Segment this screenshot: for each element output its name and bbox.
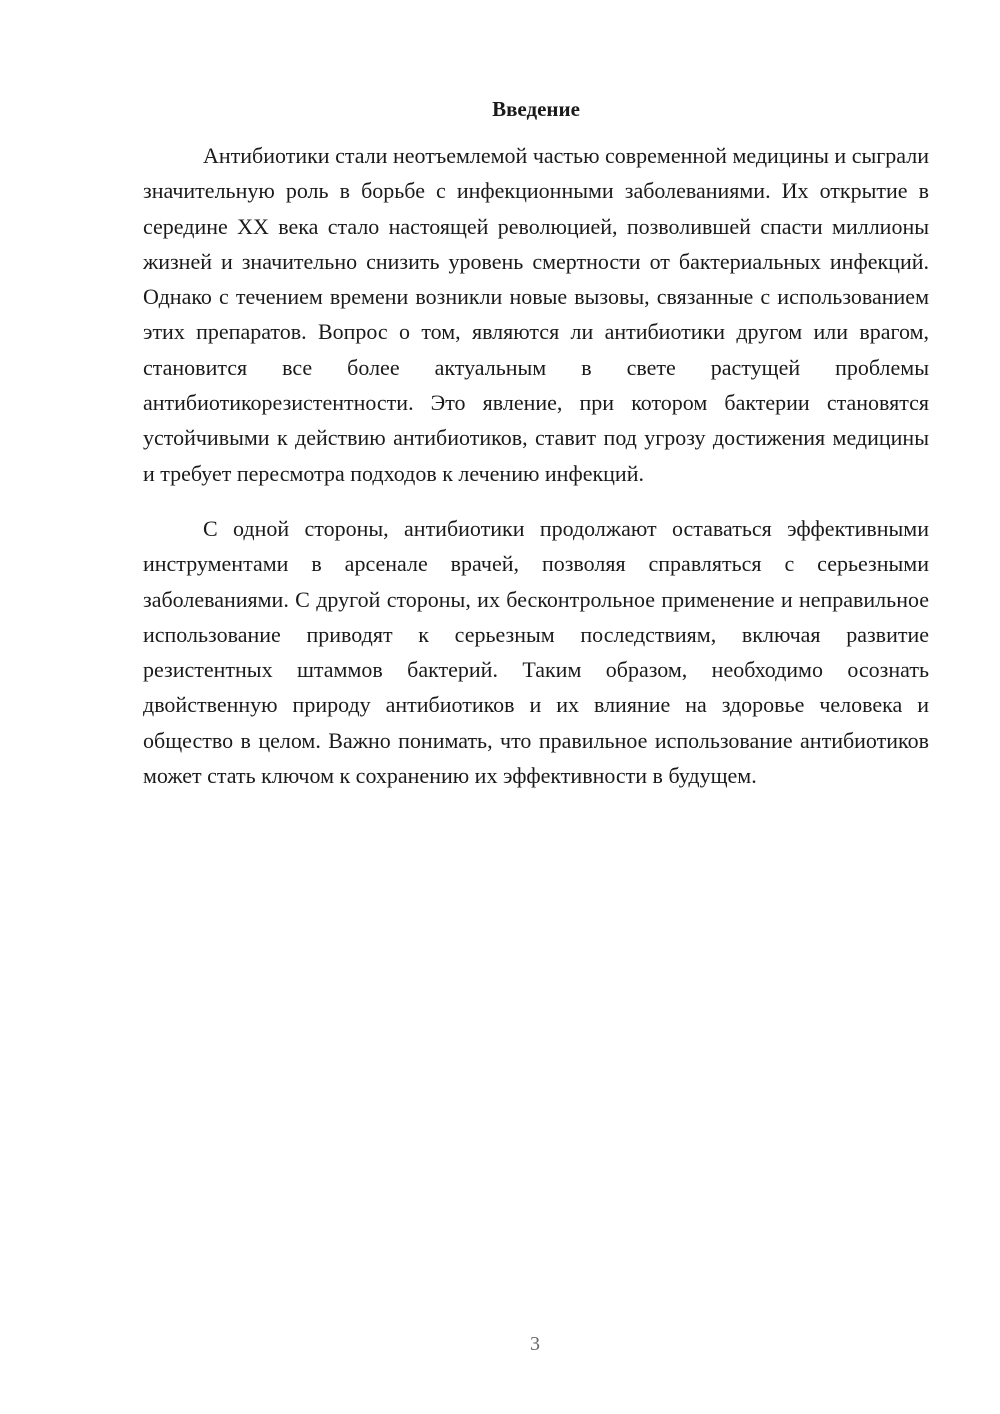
section-heading: Введение	[492, 97, 580, 121]
paragraph-2: С одной стороны, антибиотики продолжают оставаться эффективными инструментами в арсенале врачей, позволяя справляться с серьезными заболеваниями. С другой стороны, их бесконтрольное применение и неправильное использование приводят к серьезным последствиям, включая развитие резистентных штаммов бактерий. Таким образом, необходимо осознать двойственную природу антибиотиков и их влияние на здоровье человека и общество в целом. Важно понимать, что правильное использование антибиотиков может стать ключом к сохранению их эффективности в будущем.	[143, 515, 929, 789]
page-number: 3	[530, 1333, 540, 1355]
paragraph-1: Антибиотики стали неотъемлемой частью современной медицины и сыграли значительную роль в борьбе с инфекционными заболеваниями. Их открытие в середине XX века стало настоящей революцией, позволившей спасти миллионы жизней и значительно снизить уровень смертности от бактериальных инфекций. Однако с течением времени возникли новые вызовы, связанные с использованием этих препаратов. Вопрос о том, являются ли антибиотики другом или врагом, становится все более актуальным в свете растущей проблемы антибиотикорезистентности. Это явление, при котором бактерии становятся устойчивыми к действию антибиотиков, ставит под угрозу достижения медицины и требует пересмотра подходов к лечению инфекций.	[143, 143, 929, 486]
page-content	[143, 94, 929, 793]
